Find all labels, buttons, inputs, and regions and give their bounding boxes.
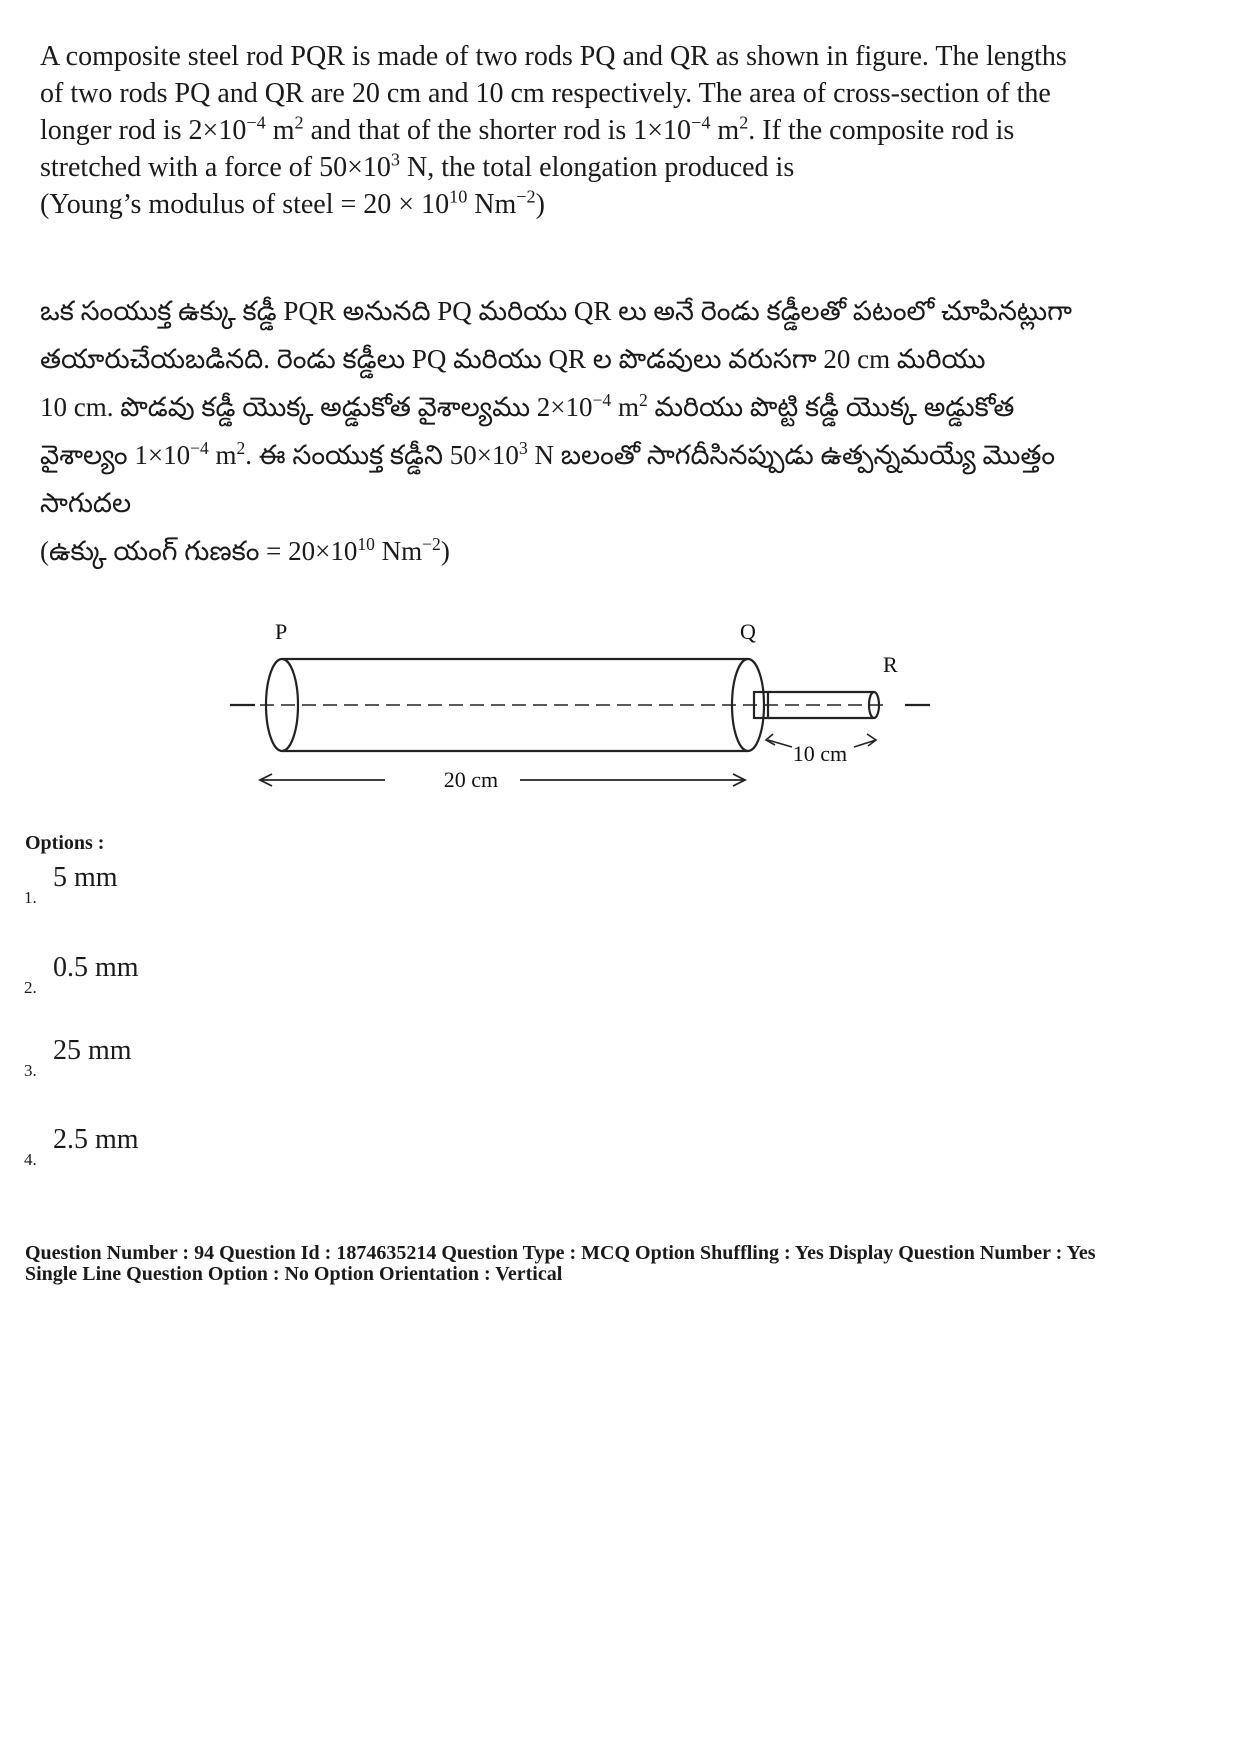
option-number: 4.	[24, 1150, 37, 1169]
option-value: 0.5 mm	[53, 952, 139, 983]
question-line: 10 cm. పొడవు కడ్డీ యొక్క అడ్డుకోత వైశాల్యము $2\times 10^{-4}$ $m^2$ మరియు పొట్టి కడ్డీ యొక్క అడ్డుకోత	[40, 390, 1015, 422]
label-r: R	[883, 652, 898, 677]
question-line: (ఉక్కు యంగ్ గుణకం = $20\times 10^{10}$ $Nm^{-2}$)	[40, 534, 450, 566]
question-line: A composite steel rod PQR is made of two rods PQ and QR as shown in figure. The lengths	[40, 41, 1067, 72]
dimension-arrow-10cm-right	[854, 740, 876, 747]
question-line: stretched with a force of $50\times 10^3$ N, the total elongation produced is	[40, 149, 795, 183]
metadata-line: Single Line Question Option : No Option Orientation : Vertical	[25, 1263, 563, 1285]
arrowhead	[867, 734, 876, 746]
question-line: of two rods PQ and QR are 20 cm and 10 cm respectively. The area of cross-section of the	[40, 78, 1051, 109]
question-line: తయారుచేయబడినది. రెండు కడ్డీలు PQ మరియు QR ల పొడవులు వరుసగా 20 cm మరియు	[40, 344, 986, 374]
option-number: 3.	[24, 1061, 37, 1080]
options-title: Options :	[25, 832, 105, 854]
metadata-line: Question Number : 94 Question Id : 1874635214 Question Type : MCQ Option Shuffling : Yes Display Question Number : Yes	[25, 1242, 1096, 1264]
composite-rod-figure	[220, 615, 940, 815]
option-number: 2.	[24, 978, 37, 997]
label-p: P	[275, 619, 288, 644]
question-line: సాగుదల	[40, 488, 132, 518]
question-line: (Young’s modulus of steel = $20 \times 10^{10}$ $Nm^{-2}$)	[40, 186, 545, 220]
label-length-qr: 10 cm	[792, 741, 848, 766]
question-line: వైశాల్యం $1\times 10^{-4}$ $m^2$. ఈ సంయుక్త కడ్డీని $50\times 10^3$ N బలంతో సాగదీసినప్పుడు ఉత్పన్నమయ్యే మొత్తం	[40, 438, 1056, 470]
label-length-pq: 20 cm	[443, 767, 499, 792]
arrowhead	[766, 734, 775, 745]
option-number: 1.	[24, 888, 37, 907]
question-text-english	[40, 38, 1140, 223]
question-text-telugu	[40, 287, 1140, 575]
option-value: 2.5 mm	[53, 1124, 139, 1155]
label-q: Q	[740, 619, 756, 644]
question-line: ఒక సంయుక్త ఉక్కు కడ్డీ PQR అనునది PQ మరియు QR లు అనే రెండు కడ్డీలతో పటంలో చూపినట్లుగా	[40, 296, 1072, 326]
option-value: 5 mm	[53, 862, 118, 893]
option-value: 25 mm	[53, 1035, 132, 1066]
question-line: longer rod is $2\times 10^{-4}$ $m^2$ and that of the shorter rod is $1\times 10^{-4}$ $m^2$. If the composite rod is	[40, 112, 1015, 146]
question-metadata	[25, 1243, 1095, 1285]
